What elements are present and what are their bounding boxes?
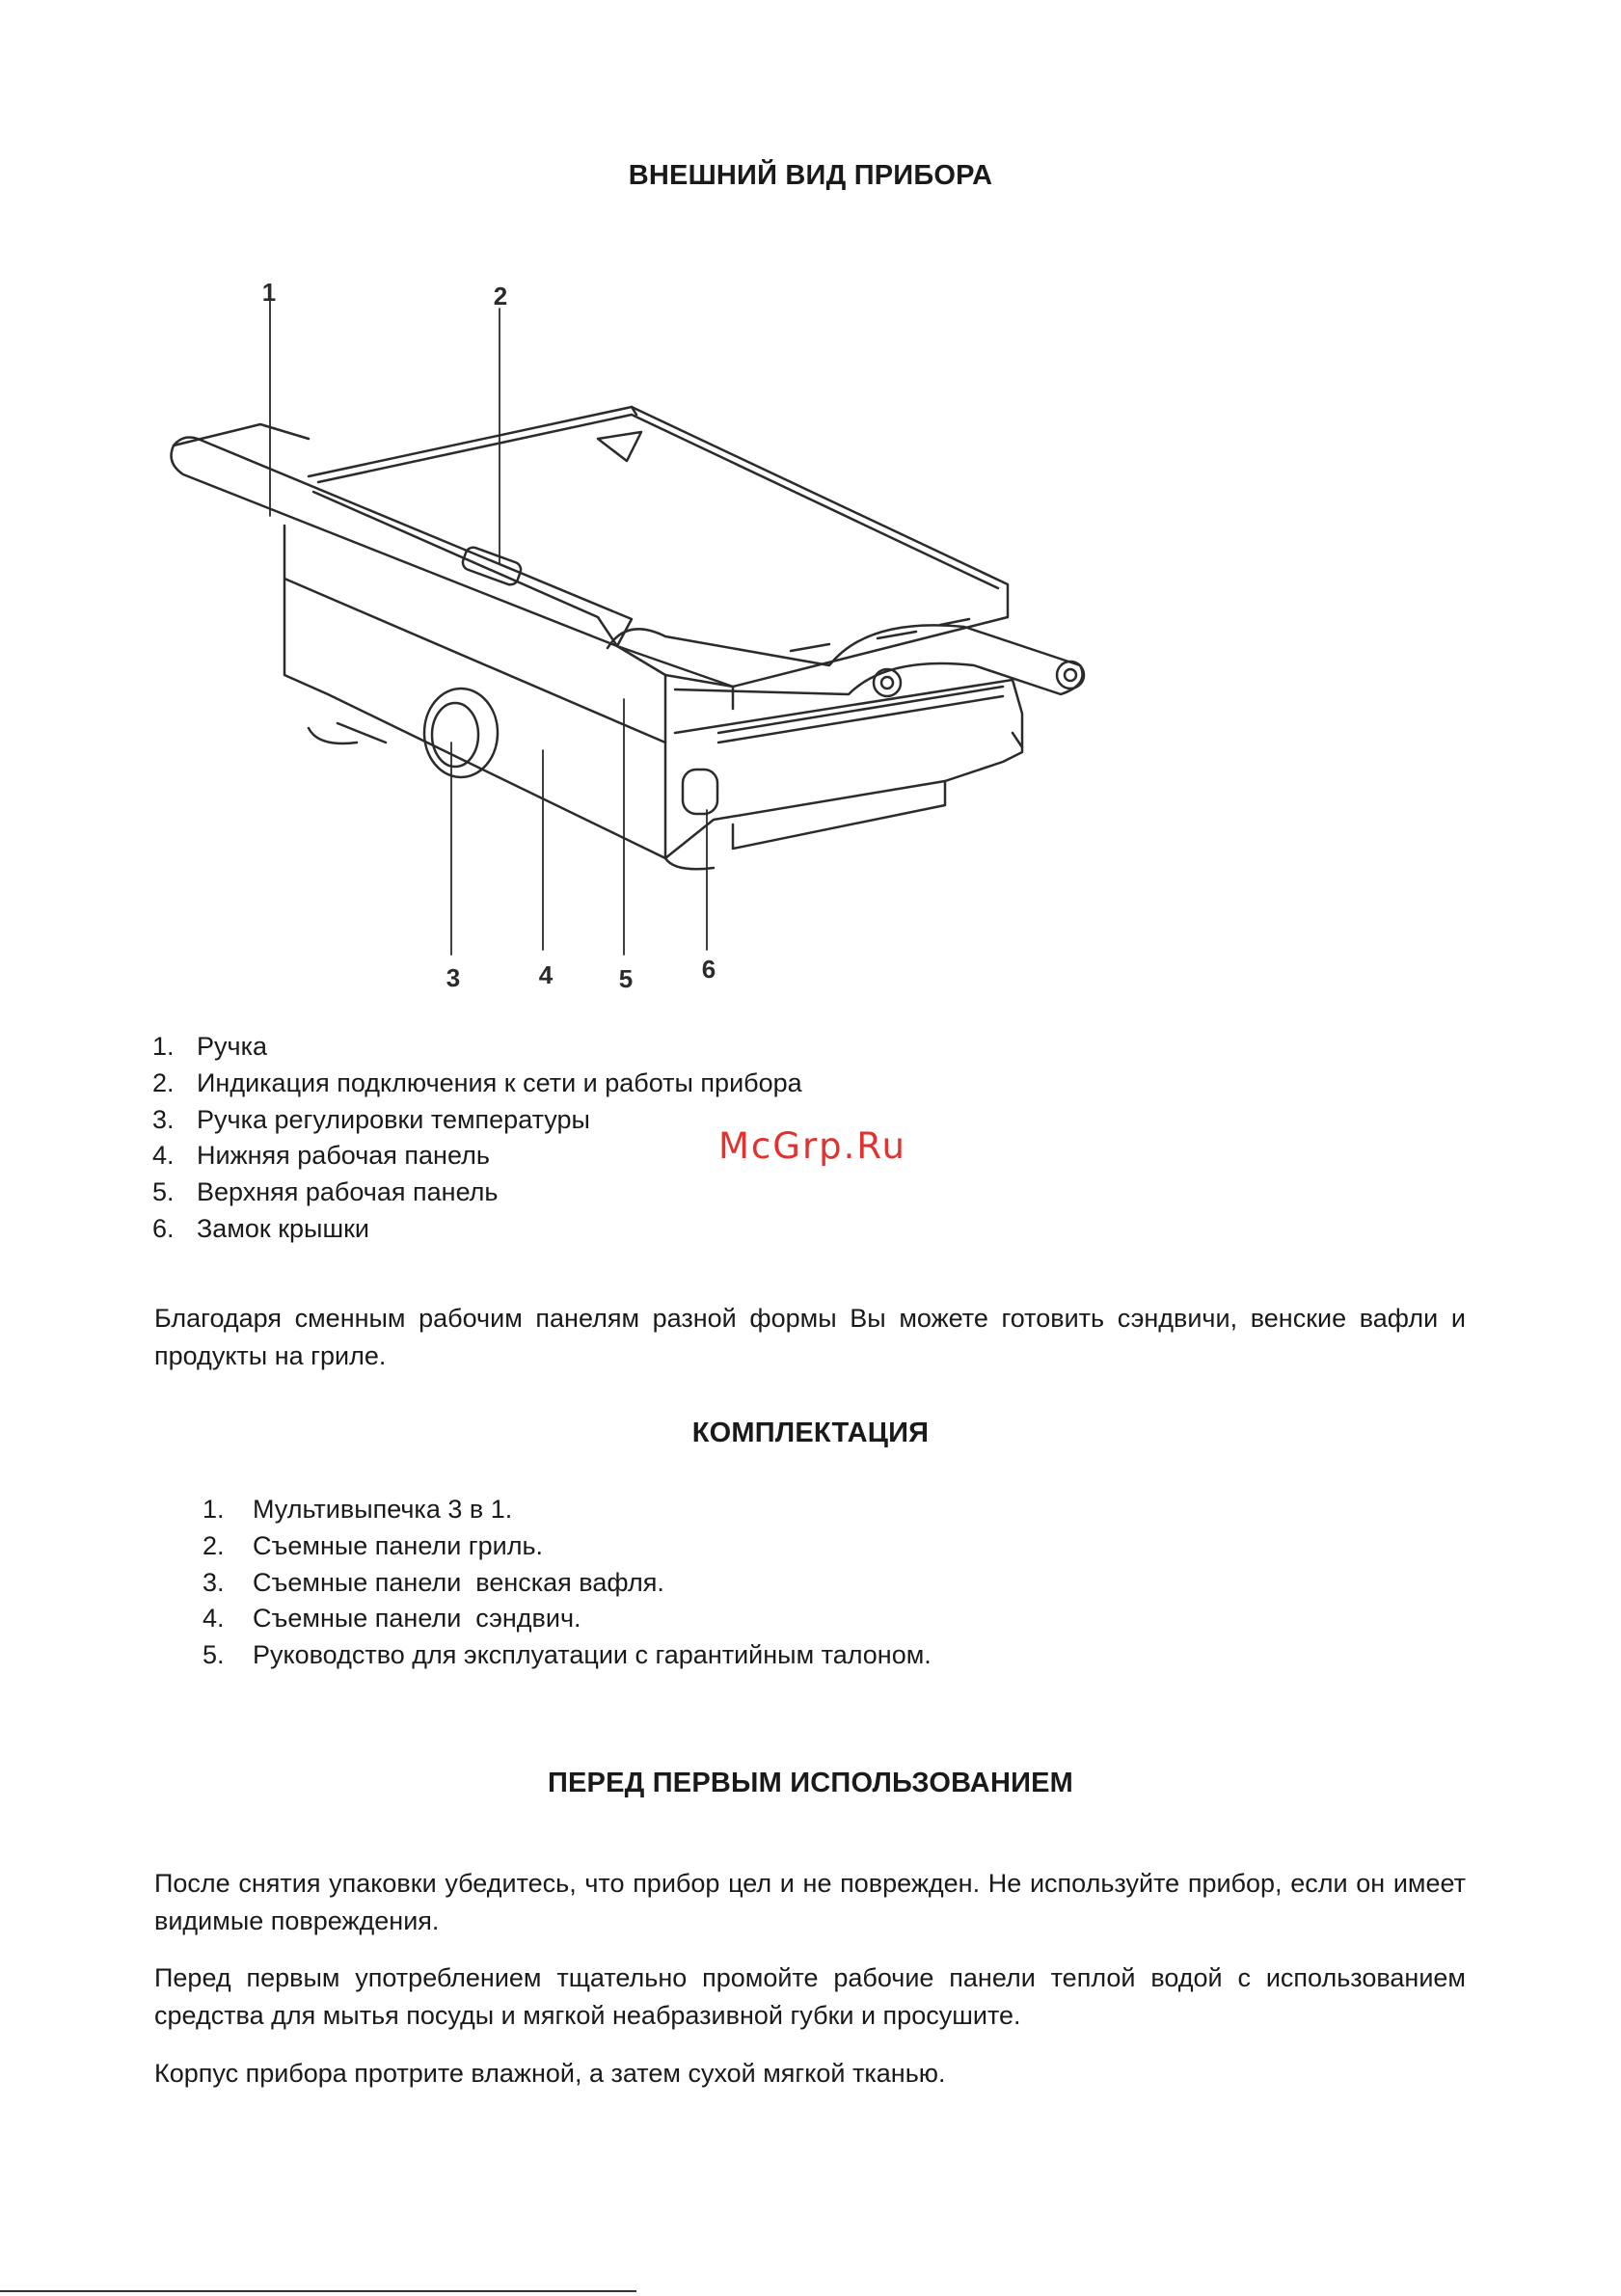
hinge-left: [874, 669, 901, 696]
section-heading-contents: КОМПЛЕКТАЦИЯ: [691, 1418, 930, 1448]
list-item: 3. Съемные панели венская вафля.: [203, 1567, 664, 1597]
callout-6: 6: [701, 955, 716, 984]
list-item: 5. Руководство для эксплуатации с гарантийным талоном.: [203, 1640, 932, 1670]
before-use-paragraph-1: После снятия упаковки убедитесь, что прибор цел и не поврежден. Не используйте прибор, если он имеет видимые повреждения.: [154, 1869, 1466, 1935]
footer-rule: [0, 2290, 636, 2292]
callout-5: 5: [618, 964, 634, 993]
list-item: 2. Индикация подключения к сети и работы прибора: [152, 1067, 802, 1097]
hinge-right: [1057, 662, 1084, 689]
handle-shape: [172, 438, 632, 646]
list-item: 1. Ручка: [152, 1032, 267, 1061]
list-item: 4. Съемные панели сэндвич.: [203, 1604, 581, 1634]
callout-3: 3: [446, 963, 461, 992]
watermark: McGrp.Ru: [718, 1125, 906, 1167]
callout-4: 4: [538, 960, 554, 989]
section-heading-before-use: ПЕРЕД ПЕРВЫМ ИСПОЛЬЗОВАНИЕМ: [547, 1768, 1074, 1798]
list-item: 6. Замок крышки: [152, 1213, 370, 1243]
temperature-knob-outer: [424, 689, 498, 777]
callout-2: 2: [493, 282, 508, 311]
list-item: 4. Нижняя рабочая панель: [152, 1141, 490, 1171]
intro-paragraph: Благодаря сменным рабочим панелям разной формы Вы можете готовить сэндвичи, венские вафли и продукты на гриле.: [154, 1304, 1466, 1370]
lid-lock-shape: [683, 770, 717, 814]
lid-top: [309, 407, 1008, 687]
list-item: 5. Верхняя рабочая панель: [152, 1177, 499, 1207]
appliance-diagram: [145, 265, 1109, 1008]
before-use-paragraph-2: Перед первым употреблением тщательно промойте рабочие панели теплой водой с использованием средства для мытья посуды и мягкой неабразивной губки и просушите.: [154, 1963, 1466, 2030]
kit-list: [203, 1492, 932, 1674]
parts-list: [152, 1029, 802, 1248]
before-use-paragraph-3: Корпус прибора протрите влажной, а затем сухой мягкой тканью.: [154, 2059, 946, 2088]
list-item: 1. Мультивыпечка 3 в 1.: [203, 1495, 513, 1524]
section-heading-appearance: ВНЕШНИЙ ВИД ПРИБОРА: [628, 160, 993, 191]
callout-1: 1: [261, 278, 277, 307]
list-item: 3. Ручка регулировки температуры: [152, 1104, 590, 1134]
list-item: 2. Съемные панели гриль.: [203, 1530, 544, 1560]
